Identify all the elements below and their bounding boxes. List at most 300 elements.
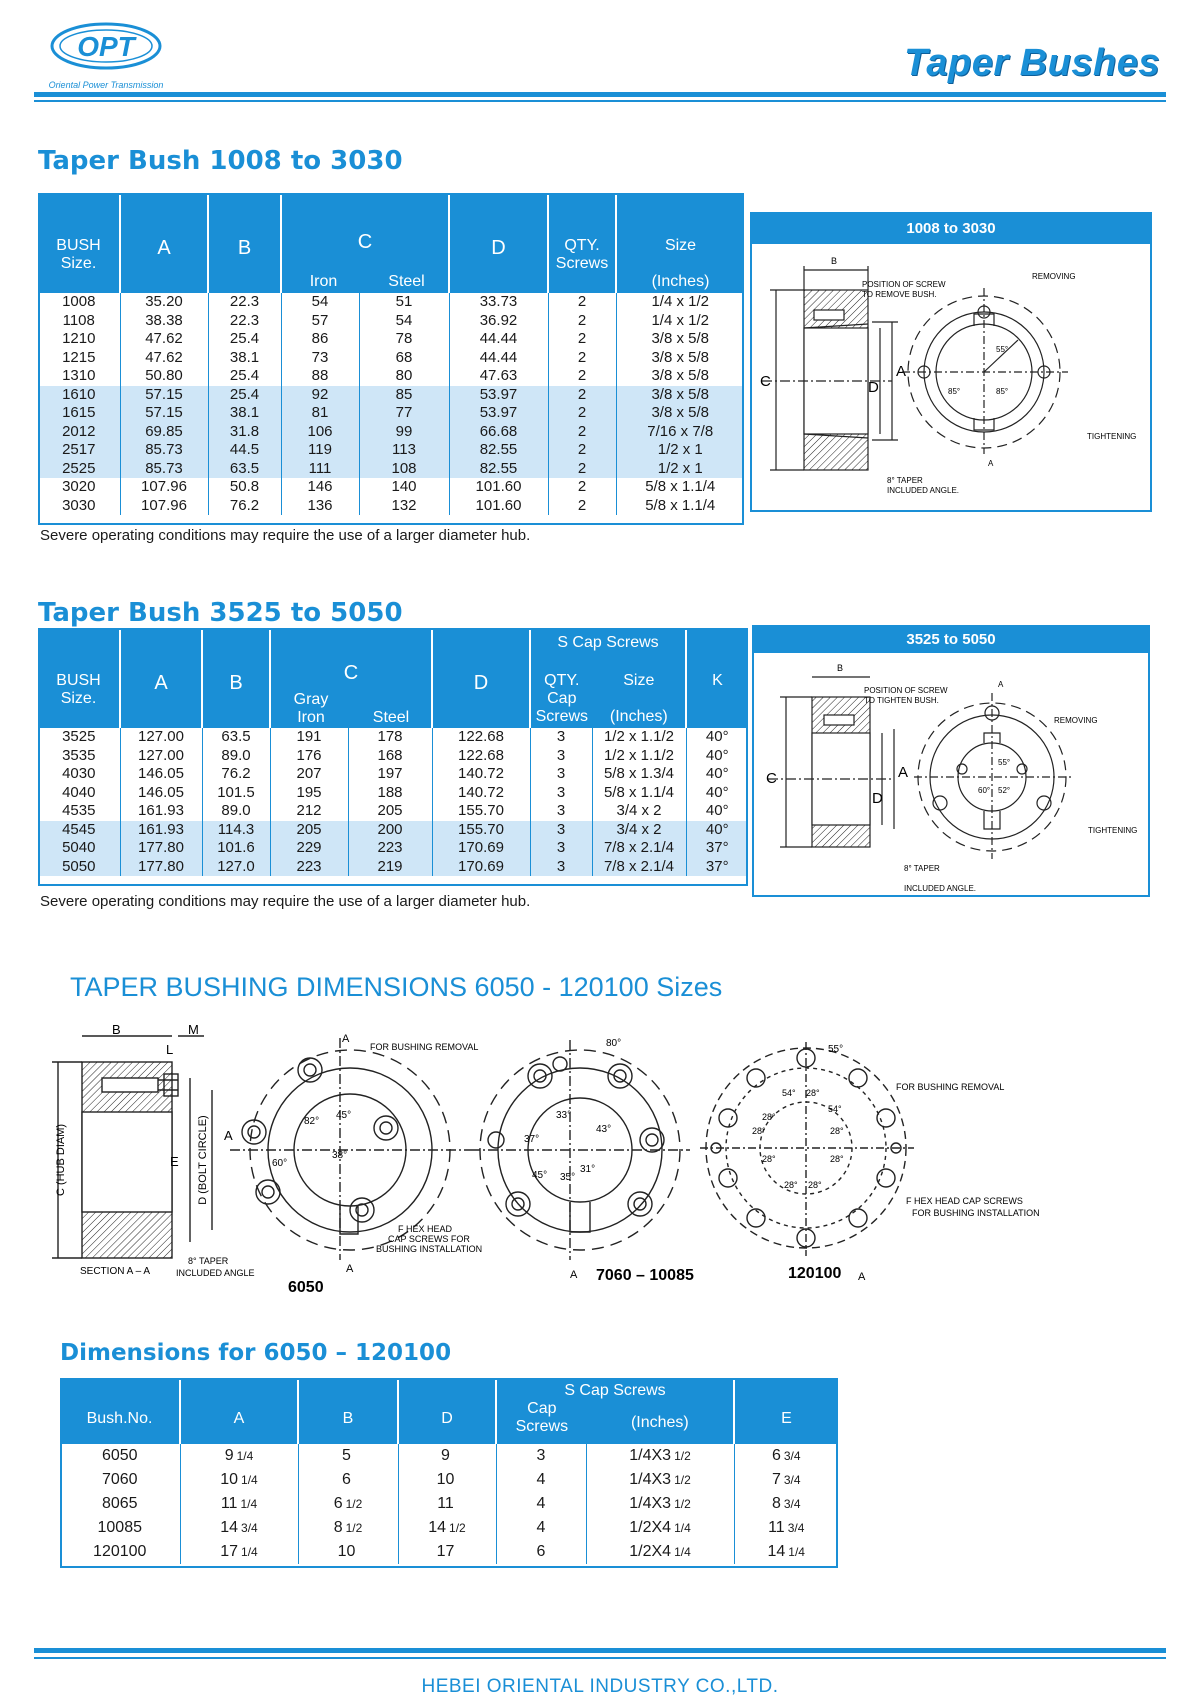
end-view-120100 bbox=[700, 1042, 914, 1256]
label2-screw-pos-2: TO TIGHTEN BUSH. bbox=[864, 696, 939, 705]
table-cell: 3535 bbox=[38, 747, 120, 766]
table-cell: 3 bbox=[530, 839, 592, 858]
table-cell: 200 bbox=[348, 821, 432, 840]
table-cell: 155.70 bbox=[432, 802, 530, 821]
table-cell: 2 bbox=[548, 330, 616, 349]
table-cell: 1/2 x 1.1/2 bbox=[592, 728, 686, 747]
table-cell: 107.96 bbox=[120, 497, 208, 516]
table-cell: 10085 bbox=[60, 1516, 180, 1540]
table-cell: 1215 bbox=[38, 349, 120, 368]
table-cell: 108 bbox=[359, 460, 449, 479]
table-cell: 6 1/2 bbox=[298, 1492, 398, 1516]
label-hex1-2: BUSHING INSTALLATION bbox=[376, 1244, 483, 1254]
table-cell: 7060 bbox=[60, 1468, 180, 1492]
table-cell: 1/4X3 1/2 bbox=[586, 1492, 734, 1516]
table-6050-120100-frame bbox=[60, 1378, 838, 1568]
table-cell: 205 bbox=[348, 802, 432, 821]
s3-label-b: B bbox=[112, 1022, 121, 1037]
table-cell: 86 bbox=[281, 330, 359, 349]
label2-taper: 8° TAPER bbox=[904, 864, 940, 873]
header-rule-thin bbox=[34, 100, 1166, 102]
table-cell: 2 bbox=[548, 386, 616, 405]
diagram-3525-5050 bbox=[752, 625, 1150, 897]
table-cell: 4040 bbox=[38, 784, 120, 803]
table-cell: 101.60 bbox=[449, 497, 548, 516]
table-cell: 106 bbox=[281, 423, 359, 442]
s3-label-section: SECTION A – A bbox=[80, 1266, 151, 1277]
table-cell: 127.00 bbox=[120, 747, 202, 766]
label-hex1-0: F HEX HEAD bbox=[398, 1224, 453, 1234]
table-cell: 6 3/4 bbox=[771, 1447, 801, 1464]
ang1-0: 82° bbox=[304, 1116, 320, 1127]
label-c: C bbox=[760, 373, 771, 390]
table-cell: 33.73 bbox=[449, 293, 548, 312]
table-cell: 127.00 bbox=[120, 728, 202, 747]
label-hex1-1: CAP SCREWS FOR bbox=[388, 1234, 470, 1244]
table-cell: 114.3 bbox=[202, 821, 270, 840]
table-cell: 1/2 x 1 bbox=[616, 441, 744, 460]
end-view-7060-10085 bbox=[470, 1040, 690, 1260]
table-1008-3030: BUSH Size. A B C Iron Steel D QTY. Screws Size (Inches) 1008 35.20 22.3 54 51 33.73 2 1/4 x 1/2 1108 38.38 22.3 57 54 36.92 2 1/4 x 1/2 1210 47.62 25.4 86 78 44.44 2 3/8 x 5/8 1215 47.62 38.1 73 68 44.44 2 3/8 x 5/8 1310 50.80 25.4 88 80 47.63 2 3/8 x 5/8 1610 57.15 25.4 92 85 53.97 2 3/8 x 5/8 1615 57.15 38.1 81 77 53.97 2 3/8 x 5/8 2012 69.85 31.8 106 99 66.68 2 7/16 x 7/8 2517 85.73 44.5 119 113 82.55 2 1/2 x 1 2525 85.73 63.5 111 108 82.55 2 1/2 x 1 3020 107.96 50.8 146 140 101.60 2 5/8 x 1.1/4 3030 107.96 76.2 136 132 101.60 2 5/8 x 1.1/4 bbox=[38, 193, 744, 515]
table-cell: 44.44 bbox=[449, 349, 548, 368]
table-cell: 3 bbox=[530, 858, 592, 877]
header-rule bbox=[34, 92, 1166, 97]
ang3-9: 28° bbox=[784, 1180, 798, 1190]
table-cell: 40° bbox=[705, 728, 729, 745]
table-cell: 47.62 bbox=[120, 349, 208, 368]
table-6050-120100: Bush.No. A B D S Cap Screws Cap Screws (Inches) E 6050 9 1/4 5 9 3 1/4X3 1/2 6 3/4 7060 10 1/4 6 10 4 1/4X3 1/2 7 3/4 8065 11 1/4 6 1/2 11 4 1/4X3 1/2 8 3/4 10085 14 3/4 8 1/2 14 1/2 4 1/2X4 1/4 11 3/4 120100 17 1/4 10 17 6 1/2X4 1/4 14 1/4 bbox=[60, 1378, 838, 1564]
ang3-3: 28° bbox=[762, 1112, 776, 1122]
table-cell: 17 1/4 bbox=[180, 1540, 298, 1564]
table-cell: 3 bbox=[530, 765, 592, 784]
table-cell: 113 bbox=[359, 441, 449, 460]
label-screw-pos-1: POSITION OF SCREW bbox=[862, 280, 946, 289]
table-cell: 36.92 bbox=[449, 312, 548, 331]
table-cell: 2525 bbox=[38, 460, 120, 479]
table-cell: 219 bbox=[348, 858, 432, 877]
table-cell: 122.68 bbox=[432, 747, 530, 766]
label2-removing: REMOVING bbox=[1054, 716, 1098, 725]
table-cell: 35.20 bbox=[120, 293, 208, 312]
s3-label-m: M bbox=[188, 1022, 199, 1037]
table-cell: 1310 bbox=[38, 367, 120, 386]
table-cell: 195 bbox=[270, 784, 348, 803]
table-cell: 3 bbox=[496, 1444, 586, 1468]
table-cell: 170.69 bbox=[432, 839, 530, 858]
table-cell: 22.3 bbox=[208, 312, 281, 331]
table-cell: 4 bbox=[496, 1468, 586, 1492]
table-cell: 85.73 bbox=[120, 441, 208, 460]
table-cell: 207 bbox=[270, 765, 348, 784]
table-cell: 6 bbox=[496, 1540, 586, 1564]
table-cell: 1008 bbox=[38, 293, 120, 312]
label2-angle-right: 52° bbox=[998, 786, 1011, 795]
table-cell: 40° bbox=[705, 783, 729, 801]
s3-label-e: E bbox=[170, 1154, 179, 1169]
page-title: Taper Bushes bbox=[904, 42, 1160, 84]
ang2-6: 31° bbox=[580, 1164, 596, 1175]
table-cell: 82.55 bbox=[449, 460, 548, 479]
table-cell: 146 bbox=[281, 478, 359, 497]
table-cell: 132 bbox=[359, 497, 449, 516]
table-cell: 38.1 bbox=[208, 349, 281, 368]
label-d: D bbox=[868, 379, 879, 396]
label-section-a: A bbox=[988, 459, 994, 468]
table-cell: 5/8 x 1.1/4 bbox=[645, 496, 716, 514]
s3-label-bolt: D (BOLT CIRCLE) bbox=[197, 1115, 209, 1205]
table-cell: 8 3/4 bbox=[771, 1495, 801, 1512]
company-logo bbox=[46, 14, 186, 96]
table-cell: 7/8 x 2.1/4 bbox=[592, 839, 686, 858]
ang3-6: 28° bbox=[830, 1126, 844, 1136]
ang2-1: 33° bbox=[556, 1110, 572, 1121]
table-cell: 3 bbox=[530, 728, 592, 747]
table-cell: 11 1/4 bbox=[180, 1492, 298, 1516]
table-cell: 111 bbox=[281, 460, 359, 479]
label2-screw-pos-1: POSITION OF SCREW bbox=[864, 686, 948, 695]
label-a: A bbox=[896, 363, 907, 380]
table-cell: 2517 bbox=[38, 441, 120, 460]
table-cell: 8065 bbox=[60, 1492, 180, 1516]
large-bushing-drawings bbox=[40, 1020, 1140, 1300]
table-cell: 51 bbox=[359, 293, 449, 312]
label-angle-top: 55° bbox=[996, 345, 1009, 354]
table-cell: 8 1/2 bbox=[298, 1516, 398, 1540]
section-a-a-view bbox=[52, 1036, 212, 1258]
table-cell: 177.80 bbox=[120, 839, 202, 858]
table-3525-5050-frame bbox=[38, 628, 748, 886]
ang3-7: 28° bbox=[762, 1154, 776, 1164]
section4-title: Dimensions for 6050 – 120100 bbox=[60, 1340, 452, 1366]
ang1-1: 45° bbox=[336, 1110, 352, 1121]
svg-text:A: A bbox=[342, 1033, 350, 1045]
table-cell: 3/4 x 2 bbox=[592, 821, 686, 840]
table-cell: 1/4X3 1/2 bbox=[586, 1444, 734, 1468]
label-angle-left: 85° bbox=[948, 387, 961, 396]
table-cell: 161.93 bbox=[120, 802, 202, 821]
table-cell: 2 bbox=[548, 441, 616, 460]
table-cell: 4 bbox=[496, 1516, 586, 1540]
table-cell: 85 bbox=[359, 386, 449, 405]
table-cell: 2 bbox=[548, 293, 616, 312]
table-cell: 3 bbox=[530, 821, 592, 840]
table-cell: 146.05 bbox=[120, 765, 202, 784]
table-cell: 38.38 bbox=[120, 312, 208, 331]
table-cell: 50.8 bbox=[208, 478, 281, 497]
table-cell: 1210 bbox=[38, 330, 120, 349]
table-cell: 140.72 bbox=[432, 765, 530, 784]
table-cell: 5/8 x 1.3/4 bbox=[592, 765, 686, 784]
ang2-0: 80° bbox=[606, 1038, 622, 1049]
table-cell: 76.2 bbox=[208, 497, 281, 516]
table-cell: 168 bbox=[348, 747, 432, 766]
label2-angle-left: 60° bbox=[978, 786, 991, 795]
table-cell: 47.62 bbox=[120, 330, 208, 349]
label2-tightening: TIGHTENING bbox=[1088, 826, 1138, 835]
table-cell: 63.5 bbox=[202, 728, 270, 747]
table-cell: 68 bbox=[359, 349, 449, 368]
table-cell: 25.4 bbox=[208, 386, 281, 405]
table-cell: 1/2X4 1/4 bbox=[586, 1540, 734, 1564]
table-cell: 11 3/4 bbox=[768, 1519, 805, 1536]
table-cell: 5040 bbox=[38, 839, 120, 858]
table-cell: 53.97 bbox=[449, 386, 548, 405]
table-cell: 5/8 x 1.1/4 bbox=[592, 784, 686, 803]
s3-label-included: INCLUDED ANGLE bbox=[176, 1268, 255, 1278]
model-7060-10085: 7060 – 10085 bbox=[596, 1267, 694, 1284]
table-cell: 3/8 x 5/8 bbox=[651, 367, 710, 384]
table-cell: 2 bbox=[548, 478, 616, 497]
table-cell: 176 bbox=[270, 747, 348, 766]
table-cell: 146.05 bbox=[120, 784, 202, 803]
table-cell: 140 bbox=[359, 478, 449, 497]
table-cell: 69.85 bbox=[120, 423, 208, 442]
table-cell: 10 bbox=[298, 1540, 398, 1564]
label2-included-angle: INCLUDED ANGLE. bbox=[904, 884, 977, 893]
table-cell: 78 bbox=[359, 330, 449, 349]
table-cell: 4030 bbox=[38, 765, 120, 784]
table-cell: 2 bbox=[548, 349, 616, 368]
table-cell: 7 3/4 bbox=[771, 1471, 801, 1488]
table-cell: 1/2 x 1 bbox=[616, 460, 744, 479]
table-cell: 3/8 x 5/8 bbox=[616, 386, 744, 405]
table-cell: 40° bbox=[705, 802, 729, 819]
ang3-2: 28° bbox=[806, 1088, 820, 1098]
label-included-angle: INCLUDED ANGLE. bbox=[887, 486, 960, 495]
diagram-1008-3030 bbox=[750, 212, 1152, 512]
table-cell: 107.96 bbox=[120, 478, 208, 497]
table-cell: 2 bbox=[548, 497, 616, 516]
diagram-1008-3030-title: 1008 to 3030 bbox=[752, 214, 1150, 244]
label2-c: C bbox=[766, 770, 777, 787]
table-cell: 7/16 x 7/8 bbox=[616, 423, 744, 442]
s3-label-taper: 8° TAPER bbox=[188, 1256, 229, 1266]
table-cell: 140.72 bbox=[432, 784, 530, 803]
label-tightening: TIGHTENING bbox=[1087, 432, 1137, 441]
diagram-3525-5050-title: 3525 to 5050 bbox=[754, 627, 1148, 653]
table-cell: 122.68 bbox=[432, 728, 530, 747]
table-cell: 40° bbox=[705, 765, 729, 782]
table-cell: 1615 bbox=[38, 404, 120, 423]
table-cell: 11 bbox=[398, 1492, 496, 1516]
table-cell: 89.0 bbox=[202, 747, 270, 766]
table-3525-5050: BUSH Size. A B C Gray Iron Steel D S Cap Screws QTY. Cap Screws Size (Inches) K 3525 127.00 63.5 191 178 122.68 3 1/2 x 1.1/2 40° 3535 127.00 89.0 176 168 122.68 3 1/2 x 1.1/2 40° 4030 146.05 76.2 207 197 140.72 3 5/8 x 1.3/4 40° 4040 146.05 101.5 195 188 140.72 3 5/8 x 1.1/4 40° 4535 161.93 89.0 212 205 155.70 3 3/4 x 2 40° 4545 161.93 114.3 205 200 155.70 3 3/4 x 2 40° 5040 177.80 101.6 229 223 170.69 3 7/8 x 2.1/4 37° 5050 177.80 127.0 223 219 170.69 3 7/8 x 2.1/4 37° bbox=[38, 628, 748, 876]
footer-rule-thin bbox=[34, 1657, 1166, 1659]
label-screw-pos-2: TO REMOVE BUSH. bbox=[862, 290, 937, 299]
table-cell: 223 bbox=[348, 839, 432, 858]
table-cell: 101.6 bbox=[202, 839, 270, 858]
table-cell: 80 bbox=[359, 367, 449, 386]
section1-title: Taper Bush 1008 to 3030 bbox=[38, 146, 403, 176]
s3-label-a: A bbox=[224, 1128, 233, 1143]
ang2-4: 45° bbox=[532, 1170, 548, 1181]
table-cell: 3 bbox=[530, 802, 592, 821]
label-angle-right: 85° bbox=[996, 387, 1009, 396]
table-cell: 25.4 bbox=[208, 367, 281, 386]
table-cell: 10 1/4 bbox=[180, 1468, 298, 1492]
table-cell: 22.3 bbox=[208, 293, 281, 312]
ang3-8: 28° bbox=[830, 1154, 844, 1164]
table-cell: 37° bbox=[686, 858, 748, 877]
table-cell: 3/4 x 2 bbox=[592, 802, 686, 821]
table-cell: 155.70 bbox=[432, 821, 530, 840]
s3-label-hub: C (HUB DIAM) bbox=[55, 1123, 67, 1197]
section1-note: Severe operating conditions may require the use of a larger diameter hub. bbox=[40, 527, 531, 544]
ang3-1: 54° bbox=[782, 1088, 796, 1098]
table-cell: 136 bbox=[281, 497, 359, 516]
table-cell: 191 bbox=[270, 728, 348, 747]
end-view bbox=[902, 288, 1068, 454]
table-cell: 3/8 x 5/8 bbox=[651, 348, 710, 366]
table-cell: 120100 bbox=[60, 1540, 180, 1564]
table-cell: 76.2 bbox=[202, 765, 270, 784]
table-cell: 57 bbox=[281, 312, 359, 331]
table-cell: 3 bbox=[530, 784, 592, 803]
table-cell: 77 bbox=[359, 404, 449, 423]
table-cell: 1610 bbox=[38, 386, 120, 405]
table-cell: 1/2X4 1/4 bbox=[586, 1516, 734, 1540]
table-cell: 6050 bbox=[60, 1444, 180, 1468]
table-cell: 40° bbox=[705, 746, 729, 764]
label-hex2-0: F HEX HEAD CAP SCREWS bbox=[906, 1196, 1023, 1206]
label2-angle-top: 55° bbox=[998, 758, 1011, 767]
footer-rule bbox=[34, 1648, 1166, 1653]
table-cell: 4 bbox=[496, 1492, 586, 1516]
table-cell: 3020 bbox=[38, 478, 120, 497]
end-view-2 bbox=[914, 693, 1072, 859]
table-cell: 9 1/4 bbox=[180, 1444, 298, 1468]
table-cell: 4535 bbox=[38, 802, 120, 821]
table-cell: 2 bbox=[548, 367, 616, 386]
table-cell: 57.15 bbox=[120, 404, 208, 423]
table-cell: 14 1/2 bbox=[398, 1516, 496, 1540]
s3-label-l: L bbox=[166, 1042, 174, 1057]
table-cell: 54 bbox=[359, 312, 449, 331]
table-cell: 88 bbox=[281, 367, 359, 386]
table-cell: 50.80 bbox=[120, 367, 208, 386]
table-cell: 73 bbox=[281, 349, 359, 368]
logo-tagline: Oriental Power Transmission bbox=[48, 80, 164, 90]
table-cell: 177.80 bbox=[120, 858, 202, 877]
table-cell: 44.5 bbox=[208, 441, 281, 460]
table-cell: 3/8 x 5/8 bbox=[616, 404, 744, 423]
label-removal-2: FOR BUSHING REMOVAL bbox=[896, 1082, 1005, 1092]
label2-a: A bbox=[898, 764, 909, 781]
table-cell: 161.93 bbox=[120, 821, 202, 840]
section2-note: Severe operating conditions may require the use of a larger diameter hub. bbox=[40, 893, 531, 910]
table-cell: 66.68 bbox=[449, 423, 548, 442]
ang3-4: 54° bbox=[828, 1104, 842, 1114]
label2-d: D bbox=[872, 790, 883, 807]
table-cell: 63.5 bbox=[208, 460, 281, 479]
table-cell: 10 bbox=[398, 1468, 496, 1492]
label-removing: REMOVING bbox=[1032, 272, 1076, 281]
label-removal-1: FOR BUSHING REMOVAL bbox=[370, 1042, 479, 1052]
table-cell: 223 bbox=[270, 858, 348, 877]
table-cell: 2 bbox=[548, 404, 616, 423]
table-cell: 1108 bbox=[38, 312, 120, 331]
model-120100: 120100 bbox=[788, 1265, 842, 1282]
table-cell: 6 bbox=[298, 1468, 398, 1492]
table-cell: 25.4 bbox=[208, 330, 281, 349]
table-cell: 82.55 bbox=[449, 441, 548, 460]
table-cell: 170.69 bbox=[432, 858, 530, 877]
section2-title: Taper Bush 3525 to 5050 bbox=[38, 598, 403, 628]
ang3-0: 55° bbox=[828, 1044, 844, 1055]
ang2-5: 35° bbox=[560, 1172, 576, 1183]
label-b: B bbox=[830, 256, 838, 266]
table-cell: 57.15 bbox=[120, 386, 208, 405]
table-cell: 178 bbox=[348, 728, 432, 747]
table-cell: 85.73 bbox=[120, 460, 208, 479]
table-cell: 1/2 x 1.1/2 bbox=[592, 747, 686, 766]
table-cell: 92 bbox=[281, 386, 359, 405]
table-cell: 1/4 x 1/2 bbox=[651, 311, 710, 329]
ang2-2: 37° bbox=[524, 1134, 540, 1145]
table-cell: 44.44 bbox=[449, 330, 548, 349]
table-cell: 127.0 bbox=[202, 858, 270, 877]
table-cell: 2 bbox=[548, 460, 616, 479]
table-cell: 89.0 bbox=[202, 802, 270, 821]
table-cell: 119 bbox=[281, 441, 359, 460]
model-6050: 6050 bbox=[288, 1279, 324, 1296]
table-cell: 188 bbox=[348, 784, 432, 803]
table-cell: 2 bbox=[548, 423, 616, 442]
table-cell: 14 1/4 bbox=[767, 1543, 805, 1560]
table-cell: 3/8 x 5/8 bbox=[651, 330, 710, 347]
table-cell: 38.1 bbox=[208, 404, 281, 423]
table-cell: 5 bbox=[298, 1444, 398, 1468]
label-hex2-1: FOR BUSHING INSTALLATION bbox=[912, 1208, 1040, 1218]
table-cell: 3525 bbox=[38, 728, 120, 747]
table-cell: 229 bbox=[270, 839, 348, 858]
table-cell: 14 3/4 bbox=[180, 1516, 298, 1540]
table-cell: 4545 bbox=[38, 821, 120, 840]
table-cell: 101.5 bbox=[202, 784, 270, 803]
svg-text:A: A bbox=[858, 1271, 866, 1283]
table-cell: 9 bbox=[398, 1444, 496, 1468]
table-cell: 197 bbox=[348, 765, 432, 784]
ang3-10: 28° bbox=[808, 1180, 822, 1190]
footer-company: HEBEI ORIENTAL INDUSTRY CO.,LTD. bbox=[421, 1676, 779, 1697]
ang2-3: 43° bbox=[596, 1124, 612, 1135]
section3-title: TAPER BUSHING DIMENSIONS 6050 - 120100 Sizes bbox=[70, 972, 723, 1002]
ang1-2: 38° bbox=[332, 1150, 348, 1161]
table-cell: 31.8 bbox=[208, 423, 281, 442]
table-cell: 17 bbox=[398, 1540, 496, 1564]
table-cell: 40° bbox=[686, 821, 748, 840]
table-cell: 1/4X3 1/2 bbox=[586, 1468, 734, 1492]
ang3-5: 28° bbox=[752, 1126, 766, 1136]
table-cell: 101.60 bbox=[449, 478, 548, 497]
table-cell: 47.63 bbox=[449, 367, 548, 386]
table-cell: 2 bbox=[548, 312, 616, 331]
table-cell: 99 bbox=[359, 423, 449, 442]
table-cell: 5050 bbox=[38, 858, 120, 877]
label2-section-a: A bbox=[998, 680, 1004, 689]
table-cell: 3 bbox=[530, 747, 592, 766]
table-cell: 54 bbox=[281, 293, 359, 312]
table-cell: 37° bbox=[686, 839, 748, 858]
svg-text:A: A bbox=[570, 1269, 578, 1281]
label-taper: 8° TAPER bbox=[887, 476, 923, 485]
table-1008-3030-frame bbox=[38, 193, 744, 525]
table-cell: 2012 bbox=[38, 423, 120, 442]
table-cell: 3030 bbox=[38, 497, 120, 516]
label2-b: B bbox=[836, 663, 844, 673]
table-cell: 5/8 x 1.1/4 bbox=[645, 478, 716, 495]
logo-text: OPT bbox=[77, 31, 135, 62]
